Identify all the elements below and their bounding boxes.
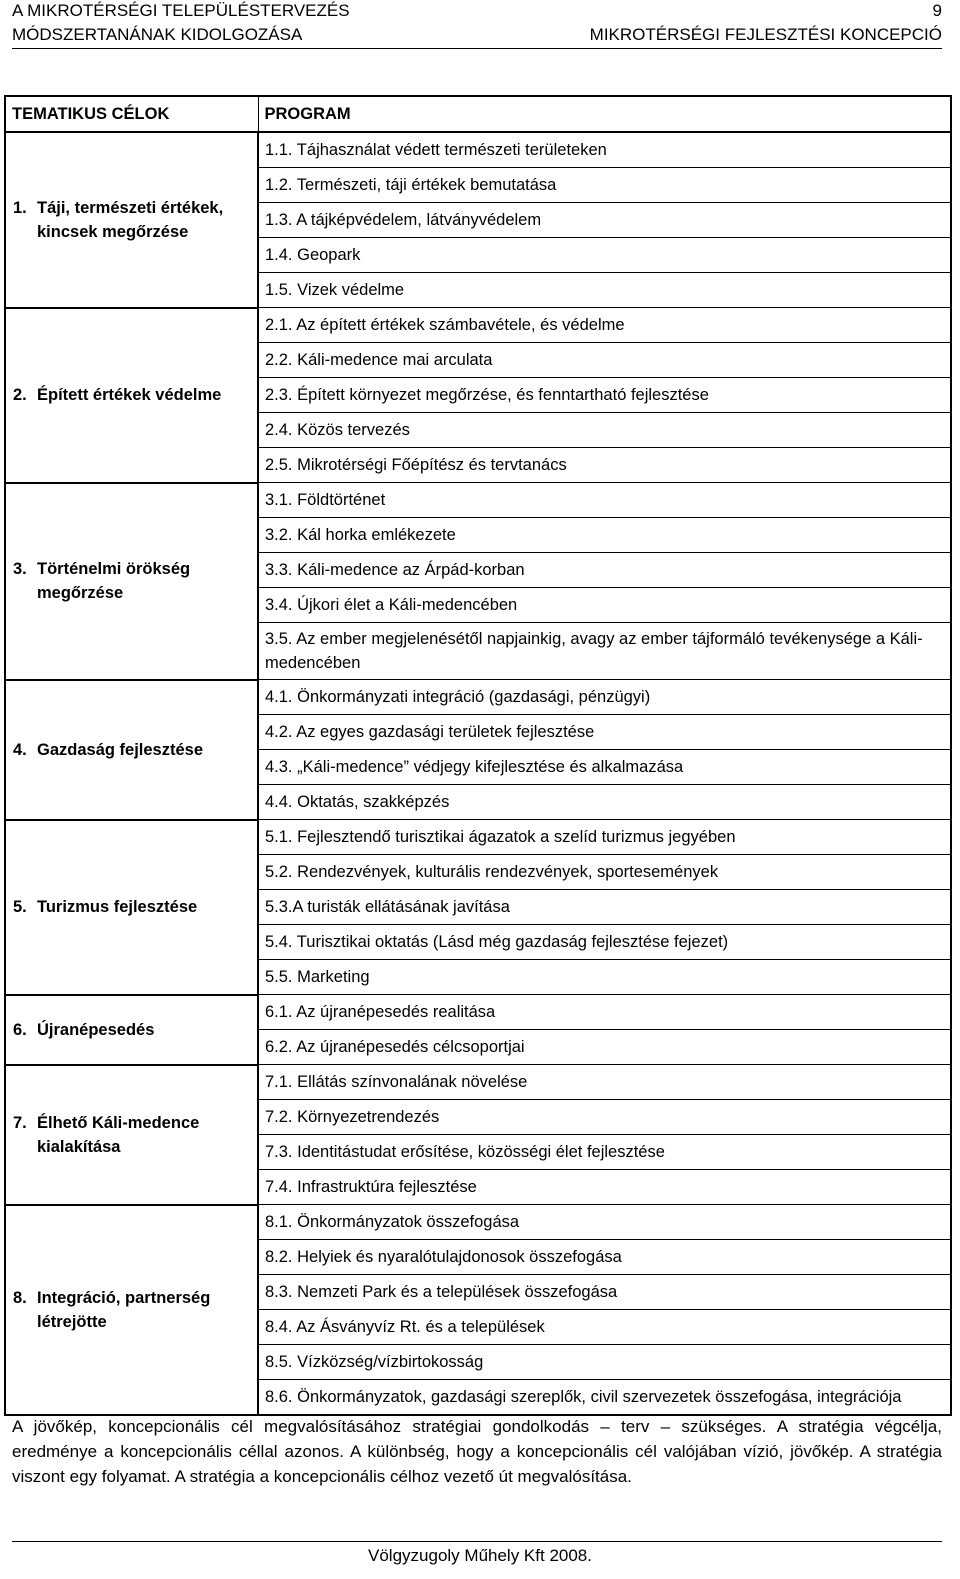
- goal-cell: [5, 820, 258, 995]
- goal-title: Épített értékek védelme: [37, 386, 222, 404]
- program-item: 4.2. Az egyes gazdasági területek fejlesztése: [258, 715, 951, 750]
- program-item: 8.6. Önkormányzatok, gazdasági szereplők, civil szervezetek összefogása, integrációja: [258, 1380, 951, 1416]
- program-item: 5.5. Marketing: [258, 960, 951, 995]
- goal-title: Gazdaság fejlesztése: [37, 740, 203, 759]
- program-item: 8.5. Vízközség/vízbirtokosság: [258, 1345, 951, 1380]
- goal-cell: [5, 483, 258, 680]
- program-item: 5.4. Turisztikai oktatás (Lásd még gazdaság fejlesztése fejezet): [258, 925, 951, 960]
- footer-text: Völgyzugoly Műhely Kft 2008.: [368, 1546, 592, 1565]
- goal-number: 5.: [13, 898, 27, 916]
- program-item: 3.2. Kál horka emlékezete: [258, 518, 951, 553]
- program-item: 2.1. Az épített értékek számbavétele, és védelme: [258, 308, 951, 343]
- footer-rule: [12, 1541, 942, 1542]
- goal-title: Turizmus fejlesztése: [37, 898, 198, 916]
- program-item: 1.1. Tájhasználat védett természeti területeken: [258, 132, 951, 168]
- program-item: 1.4. Geopark: [258, 238, 951, 273]
- program-item: 3.4. Újkori élet a Káli-medencében: [258, 588, 951, 623]
- goal-title: Történelmi örökség megőrzése: [37, 560, 191, 602]
- program-item: 1.2. Természeti, táji értékek bemutatása: [258, 168, 951, 203]
- goal-number: 8.: [13, 1288, 27, 1307]
- program-item: 8.2. Helyiek és nyaralótulajdonosok összefogása: [258, 1240, 951, 1275]
- program-item: 7.1. Ellátás színvonalának növelése: [258, 1065, 951, 1100]
- program-item: 4.4. Oktatás, szakképzés: [258, 785, 951, 820]
- goal-cell: [5, 132, 258, 308]
- table-row: [5, 680, 951, 715]
- page-number: 9: [932, 1, 942, 20]
- header-rule: [12, 48, 942, 49]
- header-section-title: MIKROTÉRSÉGI FEJLESZTÉSI KONCEPCIÓ: [589, 25, 942, 44]
- table-row: [5, 820, 951, 855]
- column-header-goals: TEMATIKUS CÉLOK: [5, 96, 258, 132]
- goal-number: 3.: [13, 560, 27, 578]
- table-row: [5, 132, 951, 168]
- body-paragraph: A jövőkép, koncepcionális cél megvalósításához stratégiai gondolkodás – terv – szükséges. A stratégia végcélja, eredménye a koncepcionális céllal azonos. A különbség, hogy a koncepcionális cél valójában vízió, jövőkép. A stratégia viszont egy folyamat. A stratégia a koncepcionális célhoz vezető út megvalósítása.: [12, 1417, 942, 1486]
- program-item: 5.2. Rendezvények, kulturális rendezvények, sportesemények: [258, 855, 951, 890]
- program-item: 2.5. Mikrotérségi Főépítész és tervtanács: [258, 448, 951, 483]
- program-item: 6.1. Az újranépesedés realitása: [258, 995, 951, 1030]
- program-item: 8.1. Önkormányzatok összefogása: [258, 1205, 951, 1240]
- program-item: 2.2. Káli-medence mai arculata: [258, 343, 951, 378]
- program-item: 7.3. Identitástudat erősítése, közösségi élet fejlesztése: [258, 1135, 951, 1170]
- goal-cell: [5, 1065, 258, 1205]
- goal-cell: [5, 680, 258, 820]
- program-item: 1.5. Vizek védelme: [258, 273, 951, 308]
- table-row: [5, 1065, 951, 1100]
- program-item: 8.3. Nemzeti Park és a települések összefogása: [258, 1275, 951, 1310]
- program-item: 2.4. Közös tervezés: [258, 413, 951, 448]
- column-header-program: PROGRAM: [258, 96, 951, 132]
- goal-number: 2.: [13, 386, 27, 404]
- table-row: [5, 483, 951, 518]
- program-item: 4.1. Önkormányzati integráció (gazdasági, pénzügyi): [258, 680, 951, 715]
- program-item: 7.2. Környezetrendezés: [258, 1100, 951, 1135]
- goal-title: Élhető Káli-medence kialakítása: [37, 1113, 200, 1156]
- program-item: 3.1. Földtörténet: [258, 483, 951, 518]
- goal-number: 7.: [13, 1113, 27, 1132]
- goal-title: Integráció, partnerség létrejötte: [37, 1288, 211, 1331]
- program-item: 5.3.A turisták ellátásának javítása: [258, 890, 951, 925]
- goal-cell: [5, 1205, 258, 1416]
- goal-number: 1.: [13, 198, 27, 217]
- goal-cell: [5, 308, 258, 483]
- table-row: [5, 308, 951, 343]
- header-title-1: A MIKROTÉRSÉGI TELEPÜLÉSTERVEZÉS: [12, 1, 350, 20]
- table-header-row: [5, 96, 951, 132]
- program-item: 3.3. Káli-medence az Árpád-korban: [258, 553, 951, 588]
- goal-number: 4.: [13, 740, 27, 759]
- program-item: 6.2. Az újranépesedés célcsoportjai: [258, 1030, 951, 1065]
- goal-cell: [5, 995, 258, 1065]
- table-body: [5, 132, 951, 1415]
- program-item: 4.3. „Káli-medence” védjegy kifejlesztése és alkalmazása: [258, 750, 951, 785]
- program-item: 2.3. Épített környezet megőrzése, és fenntartható fejlesztése: [258, 378, 951, 413]
- program-item: 1.3. A tájképvédelem, látványvédelem: [258, 203, 951, 238]
- program-item: 3.5. Az ember megjelenésétől napjainkig, avagy az ember tájformáló tevékenysége a Káli-medencében: [258, 623, 951, 680]
- table-row: [5, 995, 951, 1030]
- program-item: 7.4. Infrastruktúra fejlesztése: [258, 1170, 951, 1205]
- goal-title: Újranépesedés: [37, 1020, 155, 1039]
- header-title-2: MÓDSZERTANÁNAK KIDOLGOZÁSA: [12, 25, 303, 44]
- header-line-2: [12, 24, 942, 46]
- program-item: 5.1. Fejlesztendő turisztikai ágazatok a szelíd turizmus jegyében: [258, 820, 951, 855]
- goal-title: Táji, természeti értékek, kincsek megőrzése: [37, 198, 224, 241]
- header-line-1: [12, 0, 942, 22]
- goal-number: 6.: [13, 1020, 27, 1039]
- goals-program-table: [4, 95, 952, 1416]
- program-item: 8.4. Az Ásványvíz Rt. és a települések: [258, 1310, 951, 1345]
- table-row: [5, 1205, 951, 1240]
